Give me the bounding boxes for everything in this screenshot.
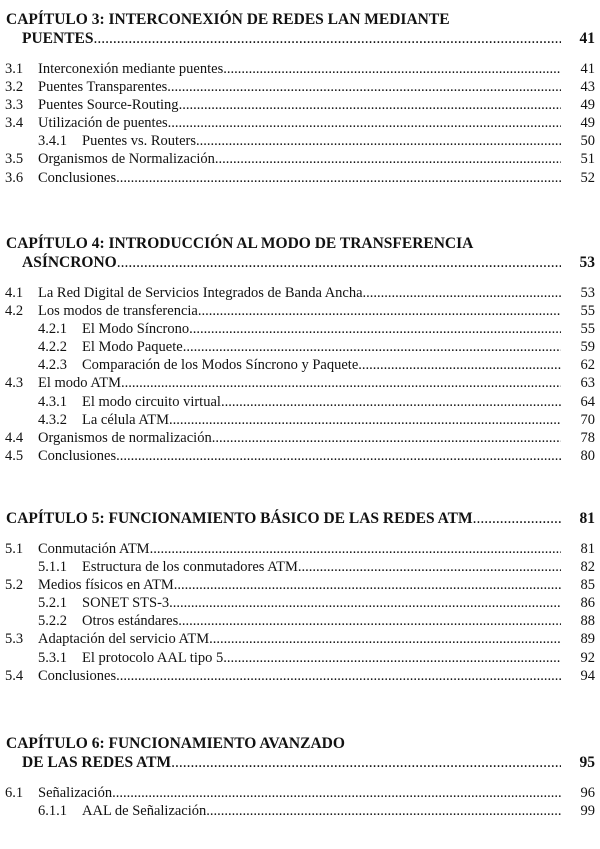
toc-section-entry[interactable]	[5, 302, 595, 320]
section-page-number: 51	[580, 151, 595, 168]
section-title: SONET STS-3	[82, 595, 170, 612]
dot-leader	[168, 114, 561, 132]
section-number: 5.4	[5, 667, 24, 684]
dot-leader	[363, 284, 561, 302]
dot-leader	[150, 540, 561, 558]
section-page-number: 78	[580, 429, 595, 446]
toc-section-entry[interactable]	[5, 447, 595, 465]
chapter-heading[interactable]	[5, 509, 595, 528]
section-number: 4.2.1	[38, 321, 67, 338]
chapter-title-line2: CAPÍTULO 5: FUNCIONAMIENTO BÁSICO DE LAS REDES ATM	[6, 510, 473, 527]
section-page-number: 53	[580, 285, 595, 301]
section-title: Puentes Transparentes	[38, 79, 168, 96]
toc-section-entry[interactable]	[5, 96, 595, 114]
chapter-title-line2: PUENTES	[22, 30, 94, 47]
dot-leader	[169, 594, 561, 612]
section-page-number: 64	[580, 393, 595, 410]
dot-leader	[212, 429, 561, 447]
section-page-number: 49	[580, 97, 595, 114]
section-title: Conmutación ATM	[38, 541, 150, 557]
toc-section-entry[interactable]	[5, 576, 595, 594]
dot-leader	[167, 78, 561, 96]
dot-leader	[473, 509, 561, 528]
section-page-number: 88	[580, 613, 595, 630]
toc-section-entry[interactable]	[5, 60, 595, 78]
section-title: Interconexión mediante puentes	[38, 61, 224, 77]
section-title: Conclusiones	[38, 169, 117, 186]
dot-leader	[179, 96, 561, 114]
section-page-number: 59	[580, 339, 595, 356]
dot-leader	[117, 253, 561, 272]
section-page-number: 55	[580, 321, 595, 338]
dot-leader	[223, 60, 561, 78]
toc-section-entry[interactable]	[5, 429, 595, 447]
section-number: 5.2	[5, 577, 24, 594]
section-page-number: 89	[580, 631, 595, 648]
section-number: 4.3.2	[38, 411, 67, 428]
section-number: 5.2.2	[38, 613, 67, 630]
toc-section-entry[interactable]	[5, 78, 595, 96]
toc-subsection-entry[interactable]	[5, 802, 595, 820]
toc-section-entry[interactable]	[5, 114, 595, 132]
dot-leader	[116, 169, 561, 187]
section-title: La Red Digital de Servicios Integrados de Banda Ancha	[38, 285, 363, 301]
toc-subsection-entry[interactable]	[5, 356, 595, 374]
section-title: Conclusiones	[38, 447, 117, 464]
section-title: Adaptación del servicio ATM	[38, 631, 210, 648]
chapter-title-line1: CAPÍTULO 4: INTRODUCCIÓN AL MODO DE TRANSFERENCIA	[6, 235, 474, 252]
dot-leader	[209, 630, 561, 648]
toc-section-entry[interactable]	[5, 284, 595, 302]
section-page-number: 63	[580, 375, 595, 392]
section-number: 4.2.3	[38, 357, 67, 374]
section-number: 5.1.1	[38, 559, 67, 576]
chapter-section	[5, 234, 595, 465]
chapter-section	[5, 509, 595, 685]
toc-subsection-entry[interactable]	[5, 649, 595, 667]
section-title: La célula ATM	[82, 411, 169, 428]
toc-section-entry[interactable]	[5, 667, 595, 685]
chapter-title-line2: DE LAS REDES ATM	[22, 754, 172, 771]
section-title: Conclusiones	[38, 667, 117, 684]
section-title: Otros estándares	[82, 613, 179, 630]
section-number: 5.3	[5, 631, 24, 648]
chapter-title-line1: CAPÍTULO 6: FUNCIONAMIENTO AVANZADO	[6, 735, 345, 752]
toc-section-entry[interactable]	[5, 169, 595, 187]
section-list	[5, 784, 595, 820]
section-number: 4.2.2	[38, 339, 67, 356]
section-number: 6.1	[5, 785, 24, 801]
dot-leader	[171, 753, 561, 772]
section-page-number: 94	[580, 667, 595, 684]
dot-leader	[298, 558, 561, 576]
section-title: Utilización de puentes	[38, 115, 168, 132]
section-page-number: 85	[580, 577, 595, 594]
dot-leader	[198, 302, 561, 320]
section-title: El modo circuito virtual	[82, 393, 221, 410]
section-title: Estructura de los conmutadores ATM	[82, 559, 298, 576]
chapter-section	[5, 10, 595, 187]
section-title: El protocolo AAL tipo 5	[82, 649, 224, 666]
toc-section-entry[interactable]	[5, 630, 595, 648]
section-title: Medios físicos en ATM	[38, 577, 174, 594]
section-list	[5, 60, 595, 187]
chapter-heading[interactable]	[5, 734, 595, 772]
toc-section-entry[interactable]	[5, 150, 595, 168]
section-page-number: 81	[580, 541, 595, 557]
toc-subsection-entry[interactable]	[5, 558, 595, 576]
section-page-number: 52	[580, 169, 595, 186]
section-list	[5, 284, 595, 465]
chapter-section	[5, 734, 595, 820]
toc-section-entry[interactable]	[5, 540, 595, 558]
dot-leader	[121, 374, 561, 392]
section-title: Puentes Source-Routing	[38, 97, 179, 114]
section-number: 4.2	[5, 303, 24, 320]
chapter-title-line2: ASÍNCRONO	[22, 254, 117, 271]
section-number: 4.5	[5, 447, 24, 464]
chapter-heading[interactable]	[5, 10, 595, 48]
dot-leader	[223, 649, 561, 667]
section-title: Señalización	[38, 785, 113, 801]
dot-leader	[189, 320, 561, 338]
dot-leader	[358, 356, 561, 374]
section-number: 4.1	[5, 285, 24, 301]
dot-leader	[174, 576, 561, 594]
section-title: Organismos de normalización	[38, 429, 212, 446]
toc-subsection-entry[interactable]	[5, 411, 595, 429]
dot-leader	[116, 667, 561, 685]
dot-leader	[169, 411, 561, 429]
toc-section-entry[interactable]	[5, 374, 595, 392]
dot-leader	[196, 132, 561, 150]
section-page-number: 50	[580, 133, 595, 150]
section-number: 3.6	[5, 169, 24, 186]
section-number: 5.1	[5, 541, 24, 557]
dot-leader	[94, 29, 562, 48]
toc-subsection-entry[interactable]	[5, 612, 595, 630]
section-page-number: 41	[580, 61, 595, 77]
toc-subsection-entry[interactable]	[5, 393, 595, 411]
chapter-page-number: 81	[579, 510, 595, 527]
section-page-number: 80	[580, 447, 595, 464]
dot-leader	[112, 784, 561, 802]
toc-subsection-entry[interactable]	[5, 320, 595, 338]
section-number: 5.2.1	[38, 595, 67, 612]
section-title: Organismos de Normalización	[38, 151, 215, 168]
section-title: El Modo Paquete	[82, 339, 183, 356]
section-number: 3.5	[5, 151, 24, 168]
chapter-page-number: 53	[579, 254, 595, 271]
section-page-number: 49	[580, 115, 595, 132]
dot-leader	[116, 447, 561, 465]
toc-subsection-entry[interactable]	[5, 594, 595, 612]
dot-leader	[206, 802, 561, 820]
section-page-number: 86	[580, 595, 595, 612]
dot-leader	[178, 612, 561, 630]
dot-leader	[215, 150, 561, 168]
dot-leader	[221, 393, 561, 411]
toc-subsection-entry[interactable]	[5, 132, 595, 150]
section-page-number: 70	[580, 411, 595, 428]
section-title: El Modo Síncrono	[82, 321, 190, 338]
section-page-number: 43	[580, 79, 595, 96]
dot-leader	[183, 338, 561, 356]
section-title: Comparación de los Modos Síncrono y Paquete	[82, 357, 359, 374]
section-number: 3.4	[5, 115, 24, 132]
section-number: 4.4	[5, 429, 24, 446]
toc-section-entry[interactable]	[5, 784, 595, 802]
section-title: AAL de Señalización	[82, 803, 207, 820]
section-page-number: 82	[580, 559, 595, 576]
toc-subsection-entry[interactable]	[5, 338, 595, 356]
section-number: 3.1	[5, 61, 24, 77]
chapter-page-number: 95	[579, 754, 595, 771]
chapter-heading[interactable]	[5, 234, 595, 272]
section-page-number: 92	[580, 649, 595, 666]
section-number: 6.1.1	[38, 803, 67, 820]
section-page-number: 55	[580, 303, 595, 320]
section-number: 3.4.1	[38, 133, 67, 150]
section-number: 4.3.1	[38, 393, 67, 410]
section-title: Los modos de transferencia	[38, 303, 198, 320]
section-page-number: 99	[580, 803, 595, 820]
section-page-number: 62	[580, 357, 595, 374]
section-title: Puentes vs. Routers	[82, 133, 196, 150]
section-number: 5.3.1	[38, 649, 67, 666]
section-list	[5, 540, 595, 685]
section-title: El modo ATM	[38, 375, 121, 392]
chapter-page-number: 41	[579, 30, 595, 47]
section-page-number: 96	[580, 785, 595, 801]
section-number: 4.3	[5, 375, 24, 392]
section-number: 3.3	[5, 97, 24, 114]
section-number: 3.2	[5, 79, 24, 96]
chapter-title-line1: CAPÍTULO 3: INTERCONEXIÓN DE REDES LAN MEDIANTE	[6, 11, 450, 28]
